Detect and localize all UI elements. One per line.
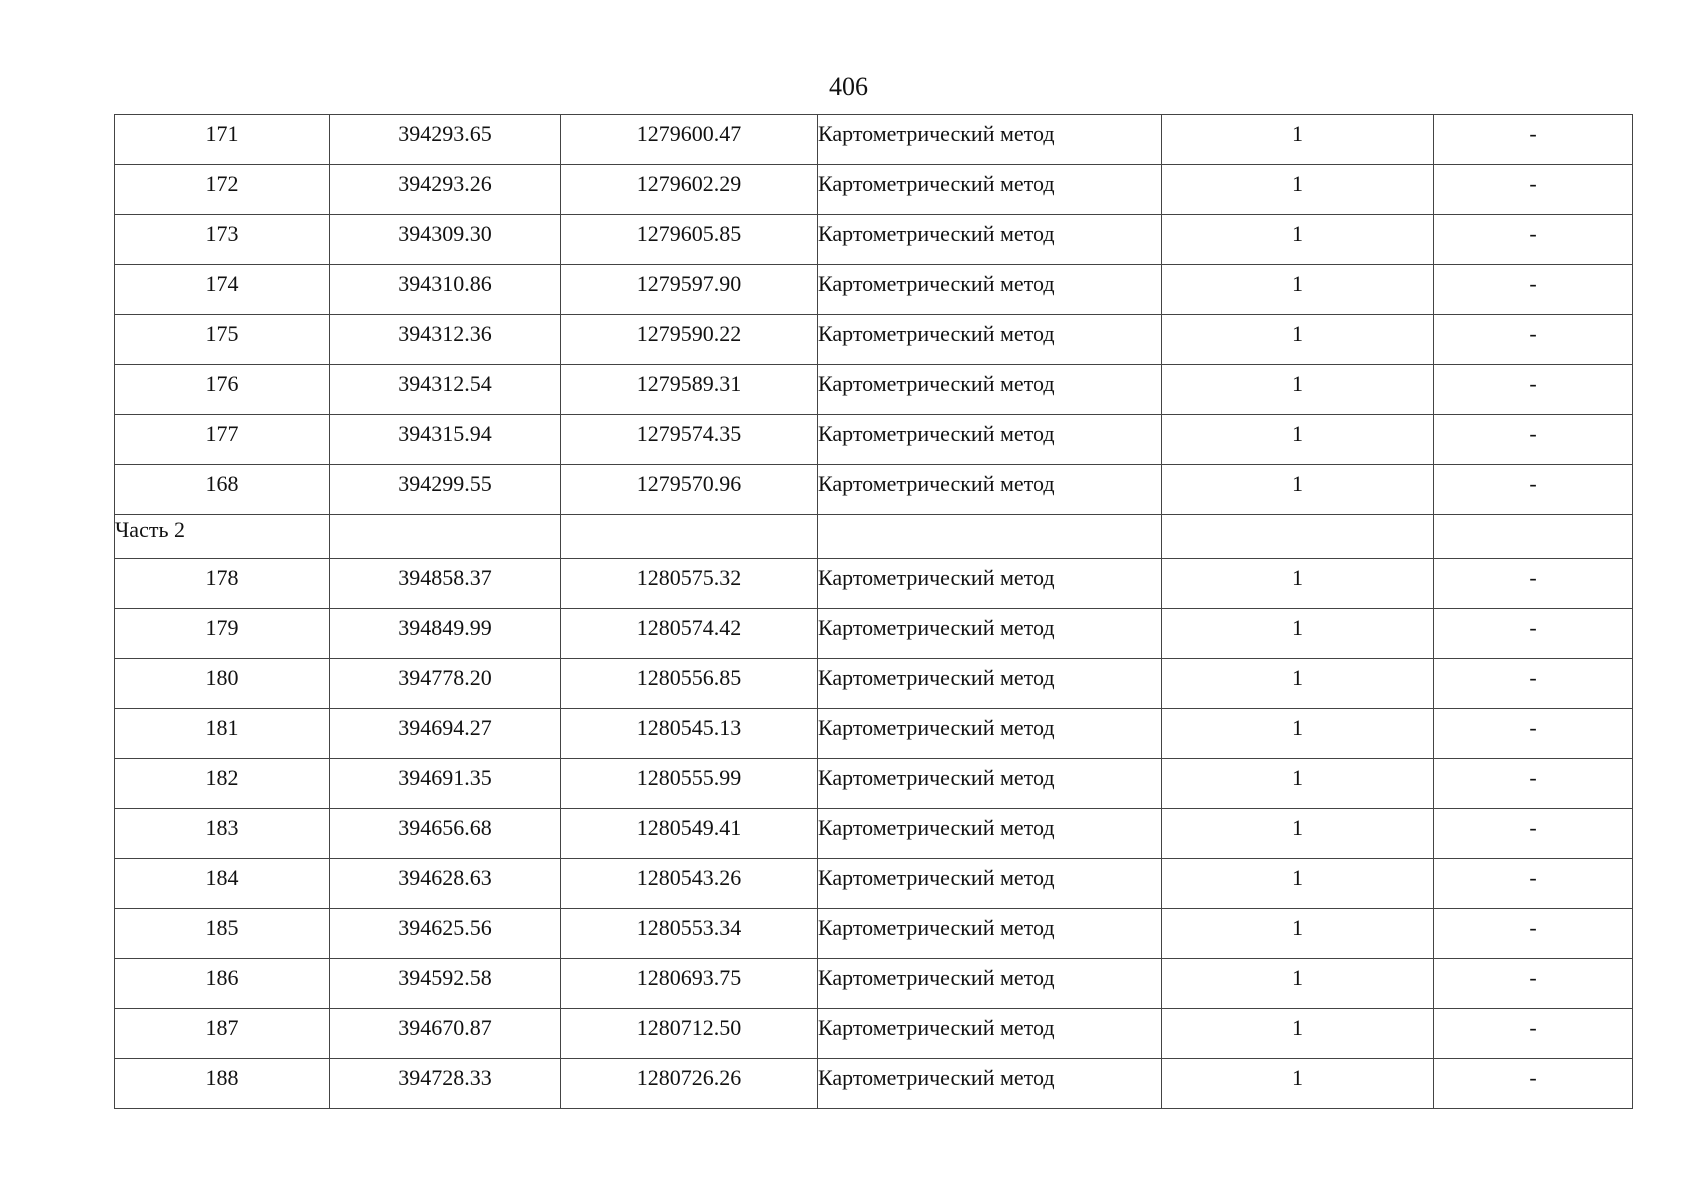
table-row	[115, 415, 1633, 465]
method-cell: Картометрический метод	[818, 609, 1162, 659]
note-cell: -	[1434, 609, 1633, 659]
y-coordinate-cell: 1280553.34	[561, 909, 818, 959]
accuracy-cell: 1	[1162, 365, 1434, 415]
accuracy-cell: 1	[1162, 1059, 1434, 1109]
y-coordinate-cell: 1279570.96	[561, 465, 818, 515]
y-coordinate-cell: 1280545.13	[561, 709, 818, 759]
point-number-cell: 177	[115, 415, 330, 465]
point-number-cell: 187	[115, 1009, 330, 1059]
point-number-cell: 182	[115, 759, 330, 809]
section-label: Часть 2	[115, 515, 330, 559]
page-number: 406	[829, 72, 868, 101]
table-row	[115, 859, 1633, 909]
table-row	[115, 465, 1633, 515]
y-coordinate-cell: 1280693.75	[561, 959, 818, 1009]
accuracy-cell: 1	[1162, 115, 1434, 165]
accuracy-cell: 1	[1162, 165, 1434, 215]
empty-cell	[330, 515, 561, 559]
empty-cell	[818, 515, 1162, 559]
point-number-cell: 186	[115, 959, 330, 1009]
point-number-cell: 175	[115, 315, 330, 365]
coordinates-table	[114, 114, 1633, 1109]
table-row	[115, 1059, 1633, 1109]
x-coordinate-cell: 394309.30	[330, 215, 561, 265]
section-row	[115, 515, 1633, 559]
note-cell: -	[1434, 659, 1633, 709]
y-coordinate-cell: 1279574.35	[561, 415, 818, 465]
y-coordinate-cell: 1279600.47	[561, 115, 818, 165]
note-cell: -	[1434, 365, 1633, 415]
table-row	[115, 365, 1633, 415]
empty-cell	[1162, 515, 1434, 559]
x-coordinate-cell: 394691.35	[330, 759, 561, 809]
x-coordinate-cell: 394849.99	[330, 609, 561, 659]
method-cell: Картометрический метод	[818, 365, 1162, 415]
method-cell: Картометрический метод	[818, 959, 1162, 1009]
y-coordinate-cell: 1279597.90	[561, 265, 818, 315]
accuracy-cell: 1	[1162, 609, 1434, 659]
point-number-cell: 174	[115, 265, 330, 315]
x-coordinate-cell: 394778.20	[330, 659, 561, 709]
note-cell: -	[1434, 1009, 1633, 1059]
method-cell: Картометрический метод	[818, 809, 1162, 859]
table-row	[115, 215, 1633, 265]
x-coordinate-cell: 394656.68	[330, 809, 561, 859]
method-cell: Картометрический метод	[818, 115, 1162, 165]
note-cell: -	[1434, 959, 1633, 1009]
accuracy-cell: 1	[1162, 959, 1434, 1009]
y-coordinate-cell: 1280575.32	[561, 559, 818, 609]
point-number-cell: 172	[115, 165, 330, 215]
y-coordinate-cell: 1280574.42	[561, 609, 818, 659]
point-number-cell: 181	[115, 709, 330, 759]
note-cell: -	[1434, 465, 1633, 515]
point-number-cell: 173	[115, 215, 330, 265]
method-cell: Картометрический метод	[818, 215, 1162, 265]
point-number-cell: 184	[115, 859, 330, 909]
note-cell: -	[1434, 115, 1633, 165]
method-cell: Картометрический метод	[818, 1059, 1162, 1109]
table-row	[115, 115, 1633, 165]
note-cell: -	[1434, 315, 1633, 365]
table-row	[115, 909, 1633, 959]
accuracy-cell: 1	[1162, 215, 1434, 265]
method-cell: Картометрический метод	[818, 415, 1162, 465]
accuracy-cell: 1	[1162, 465, 1434, 515]
x-coordinate-cell: 394293.65	[330, 115, 561, 165]
y-coordinate-cell: 1280556.85	[561, 659, 818, 709]
accuracy-cell: 1	[1162, 909, 1434, 959]
point-number-cell: 185	[115, 909, 330, 959]
method-cell: Картометрический метод	[818, 659, 1162, 709]
x-coordinate-cell: 394625.56	[330, 909, 561, 959]
table-row	[115, 559, 1633, 609]
point-number-cell: 179	[115, 609, 330, 659]
y-coordinate-cell: 1279605.85	[561, 215, 818, 265]
method-cell: Картометрический метод	[818, 709, 1162, 759]
x-coordinate-cell: 394310.86	[330, 265, 561, 315]
y-coordinate-cell: 1279590.22	[561, 315, 818, 365]
table-row	[115, 1009, 1633, 1059]
accuracy-cell: 1	[1162, 315, 1434, 365]
method-cell: Картометрический метод	[818, 909, 1162, 959]
x-coordinate-cell: 394315.94	[330, 415, 561, 465]
x-coordinate-cell: 394670.87	[330, 1009, 561, 1059]
table-row	[115, 609, 1633, 659]
y-coordinate-cell: 1280726.26	[561, 1059, 818, 1109]
accuracy-cell: 1	[1162, 659, 1434, 709]
note-cell: -	[1434, 265, 1633, 315]
note-cell: -	[1434, 165, 1633, 215]
table-row	[115, 959, 1633, 1009]
method-cell: Картометрический метод	[818, 465, 1162, 515]
method-cell: Картометрический метод	[818, 859, 1162, 909]
accuracy-cell: 1	[1162, 559, 1434, 609]
note-cell: -	[1434, 709, 1633, 759]
table-row	[115, 265, 1633, 315]
method-cell: Картометрический метод	[818, 559, 1162, 609]
point-number-cell: 168	[115, 465, 330, 515]
x-coordinate-cell: 394312.36	[330, 315, 561, 365]
x-coordinate-cell: 394592.58	[330, 959, 561, 1009]
point-number-cell: 176	[115, 365, 330, 415]
accuracy-cell: 1	[1162, 265, 1434, 315]
method-cell: Картометрический метод	[818, 315, 1162, 365]
y-coordinate-cell: 1279602.29	[561, 165, 818, 215]
method-cell: Картометрический метод	[818, 265, 1162, 315]
accuracy-cell: 1	[1162, 759, 1434, 809]
note-cell: -	[1434, 1059, 1633, 1109]
accuracy-cell: 1	[1162, 859, 1434, 909]
table-row	[115, 165, 1633, 215]
table-row	[115, 315, 1633, 365]
x-coordinate-cell: 394293.26	[330, 165, 561, 215]
y-coordinate-cell: 1280555.99	[561, 759, 818, 809]
point-number-cell: 178	[115, 559, 330, 609]
note-cell: -	[1434, 215, 1633, 265]
x-coordinate-cell: 394299.55	[330, 465, 561, 515]
point-number-cell: 180	[115, 659, 330, 709]
note-cell: -	[1434, 859, 1633, 909]
accuracy-cell: 1	[1162, 415, 1434, 465]
x-coordinate-cell: 394628.63	[330, 859, 561, 909]
note-cell: -	[1434, 759, 1633, 809]
coordinates-table-body	[115, 115, 1633, 1109]
accuracy-cell: 1	[1162, 809, 1434, 859]
table-row	[115, 659, 1633, 709]
point-number-cell: 183	[115, 809, 330, 859]
note-cell: -	[1434, 415, 1633, 465]
x-coordinate-cell: 394312.54	[330, 365, 561, 415]
x-coordinate-cell: 394728.33	[330, 1059, 561, 1109]
table-row	[115, 759, 1633, 809]
y-coordinate-cell: 1280549.41	[561, 809, 818, 859]
table-row	[115, 709, 1633, 759]
note-cell: -	[1434, 809, 1633, 859]
note-cell: -	[1434, 909, 1633, 959]
empty-cell	[1434, 515, 1633, 559]
x-coordinate-cell: 394694.27	[330, 709, 561, 759]
empty-cell	[561, 515, 818, 559]
method-cell: Картометрический метод	[818, 1009, 1162, 1059]
y-coordinate-cell: 1280712.50	[561, 1009, 818, 1059]
y-coordinate-cell: 1280543.26	[561, 859, 818, 909]
point-number-cell: 171	[115, 115, 330, 165]
method-cell: Картометрический метод	[818, 165, 1162, 215]
accuracy-cell: 1	[1162, 709, 1434, 759]
y-coordinate-cell: 1279589.31	[561, 365, 818, 415]
method-cell: Картометрический метод	[818, 759, 1162, 809]
point-number-cell: 188	[115, 1059, 330, 1109]
x-coordinate-cell: 394858.37	[330, 559, 561, 609]
note-cell: -	[1434, 559, 1633, 609]
table-row	[115, 809, 1633, 859]
accuracy-cell: 1	[1162, 1009, 1434, 1059]
